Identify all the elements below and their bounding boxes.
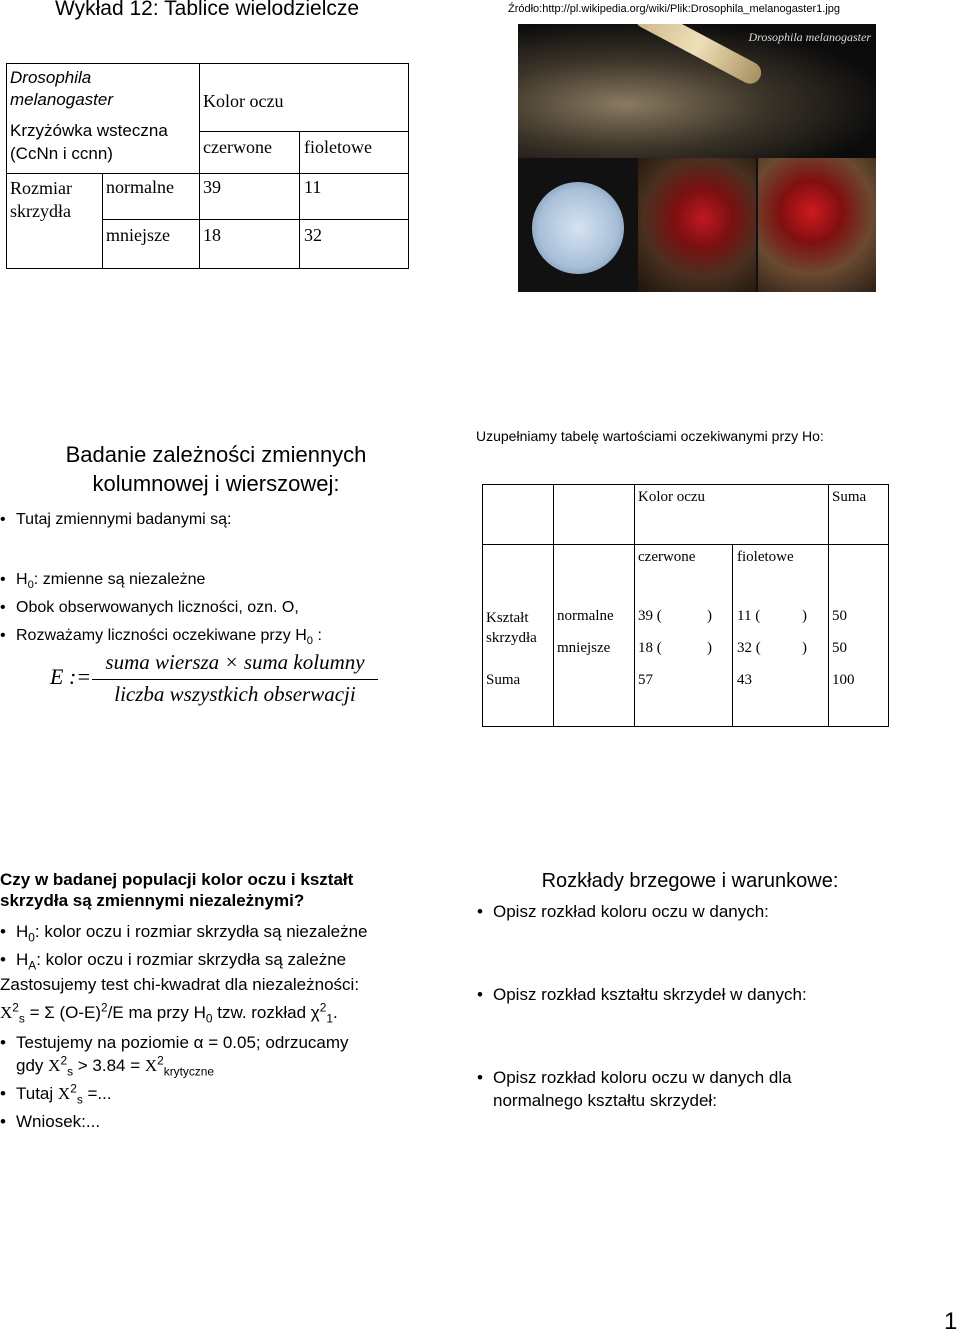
slide-2-title: Badanie zależności zmiennych kolumnowej i wierszowej: [65, 442, 367, 496]
wniosek-text: Wniosek:... [16, 1112, 101, 1131]
cell-smaller-red: 18 [203, 225, 221, 245]
expected-total-row-label: Suma [486, 672, 521, 688]
gdy-text: gdy [16, 1056, 44, 1075]
h0-subscript: 0 [27, 579, 34, 592]
expected-eye-color-header: Kolor oczu [638, 489, 706, 505]
expected-smaller-purple-close: ) [802, 640, 807, 656]
formula-numerator: suma wiersza × suma kolumny [105, 650, 365, 674]
col-red: czerwone [203, 137, 272, 157]
expected-subscript: 0 [306, 635, 313, 648]
bullet-variables [0, 511, 440, 529]
expected-text: Rozważamy liczności oczekiwane przy H [16, 627, 307, 644]
formula-fraction-bar [92, 679, 378, 680]
slide-4-test-bullets [0, 1031, 440, 1133]
slide-2-hypothesis-bullets [0, 566, 440, 650]
h0-symbol: H [16, 571, 28, 588]
slide-1-title: Wykład 12: Tablice wielodzielcze [55, 0, 360, 20]
item-eye-color-distribution: • Opisz rozkład koloru oczu w danych: [477, 900, 877, 923]
slide-2-bullets [0, 511, 440, 529]
gdy-mid: > 3.84 = [73, 1056, 145, 1075]
eye-color-header: Kolor oczu [203, 91, 284, 111]
expected-total-sum: 100 [832, 672, 855, 688]
h0-test-text: : kolor oczu i rozmiar skrzydła są niezależne [34, 922, 368, 941]
cell-normal-red: 39 [203, 177, 221, 197]
expected-colon: : [313, 627, 322, 644]
row-smaller-label: mniejsze [106, 225, 170, 245]
bullet-expected [0, 622, 440, 650]
bullet-ha-test: • $H_A$: kolor oczu i rozmiar skrzydła są zależne [0, 946, 440, 974]
ha-test-text: : kolor oczu i rozmiar skrzydła są zależne [36, 950, 347, 969]
expected-normal-red: 39 ( [638, 608, 662, 624]
expected-smaller-red: 18 ( [638, 640, 662, 656]
fly-under-microscope-photo [532, 182, 624, 274]
expected-col-purple: fioletowe [737, 549, 794, 565]
expected-col-red: czerwone [638, 549, 696, 565]
formula-tail: . [332, 1003, 338, 1022]
bullet-alpha: • Testujemy na poziomie α = 0.05; odrzucamy gdy $X^2_s > 3.84 = X^2_{krytyczne}$ [0, 1031, 440, 1077]
bullet-observed [0, 594, 440, 622]
h0-text: : zmienne są niezależne [33, 571, 206, 588]
slide-5-title: Rozkłady brzegowe i warunkowe: [541, 870, 839, 892]
slide-3-title: Uzupełniamy tabelę wartościami oczekiwanymi przy Ho: [476, 428, 824, 444]
krytyczne-subscript: krytyczne [163, 1064, 214, 1079]
expected-row-header: Kształt skrzydła [486, 610, 537, 646]
col-purple: fioletowe [304, 137, 372, 157]
row-normal-label: normalne [106, 177, 174, 197]
tutaj-text: Tutaj [16, 1084, 54, 1103]
chi-square-formula: $X^2_s = \Sigma$ $(O-E)^2/E$ ma przy $H_0$ tzw. rozkład $\chi^2_1$. [0, 1000, 338, 1026]
formula-denominator: liczba wszystkich obserwacji [114, 682, 356, 706]
formula-sum-part: = Σ (O-E) [29, 1003, 102, 1022]
expected-normal-purple: 11 ( [737, 608, 761, 624]
bullet-h0 [0, 566, 440, 594]
bullet-tutaj: • Tutaj $X^2_s$ =... [0, 1082, 440, 1105]
expected-smaller-purple: 32 ( [737, 640, 761, 656]
cross-description: Krzyżówka wsteczna (CcNn i ccnn) [10, 121, 168, 163]
chi-square-test-text: Zastosujemy test chi-kwadrat dla niezależności: [0, 975, 360, 994]
expected-total-purple: 43 [737, 672, 752, 688]
expected-normal-red-close: ) [707, 608, 712, 624]
cell-smaller-purple: 32 [304, 225, 322, 245]
expected-sum-col-header: Suma [832, 489, 867, 505]
image-source-caption: Źródło:http://pl.wikipedia.org/wiki/Plik:Drosophila_melanogaster1.jpg [508, 3, 840, 15]
slide-5-items [477, 900, 877, 1112]
cell-normal-purple: 11 [304, 177, 322, 197]
expected-smaller-sum: 50 [832, 640, 847, 656]
tutaj-end: =... [82, 1084, 112, 1103]
expected-total-red: 57 [638, 672, 653, 688]
slide-4-hypotheses [0, 918, 440, 974]
fly-red-eyes-photo [758, 158, 876, 292]
formula-lhs: E := [50, 664, 92, 689]
page-number: 1 [944, 1308, 958, 1335]
photo-caption: Drosophila melanogaster [748, 30, 871, 44]
alpha-text: Testujemy na poziomie α = 0.05; odrzucamy [16, 1033, 349, 1052]
observed-table [6, 63, 410, 269]
species-name: Drosophila melanogaster [10, 68, 114, 109]
expected-table [482, 484, 889, 727]
formula-mid-part: /E ma przy H [107, 1003, 206, 1022]
expected-row-normal-label: normalne [557, 608, 614, 624]
item-conditional-distribution: • Opisz rozkład koloru oczu w danych dla normalnego kształtu skrzydeł: [477, 1066, 877, 1112]
slide-4-question: Czy w badanej populacji kolor oczu i kształt skrzydła są zmiennymi niezależnymi? [0, 870, 354, 910]
drosophila-photo-collage [518, 24, 876, 292]
expected-normal-sum: 50 [832, 608, 847, 624]
item-wing-shape-distribution: • Opisz rozkład kształtu skrzydeł w danych: [477, 983, 877, 1006]
wing-size-header: Rozmiar skrzydła [10, 178, 72, 221]
fly-head-photo [638, 158, 756, 292]
observed-text: Obok obserwowanych liczności, ozn. O, [16, 599, 299, 616]
formula-end-part: tzw. rozkład χ [212, 1003, 320, 1022]
bullet-variables-text: Tutaj zmiennymi badanymi są: [16, 511, 232, 528]
bullet-h0-test: • $H_0$: kolor oczu i rozmiar skrzydła są niezależne [0, 918, 440, 946]
bullet-wniosek [0, 1110, 440, 1133]
expected-row-smaller-label: mniejsze [557, 640, 611, 656]
expected-normal-purple-close: ) [802, 608, 807, 624]
expected-smaller-red-close: ) [707, 640, 712, 656]
